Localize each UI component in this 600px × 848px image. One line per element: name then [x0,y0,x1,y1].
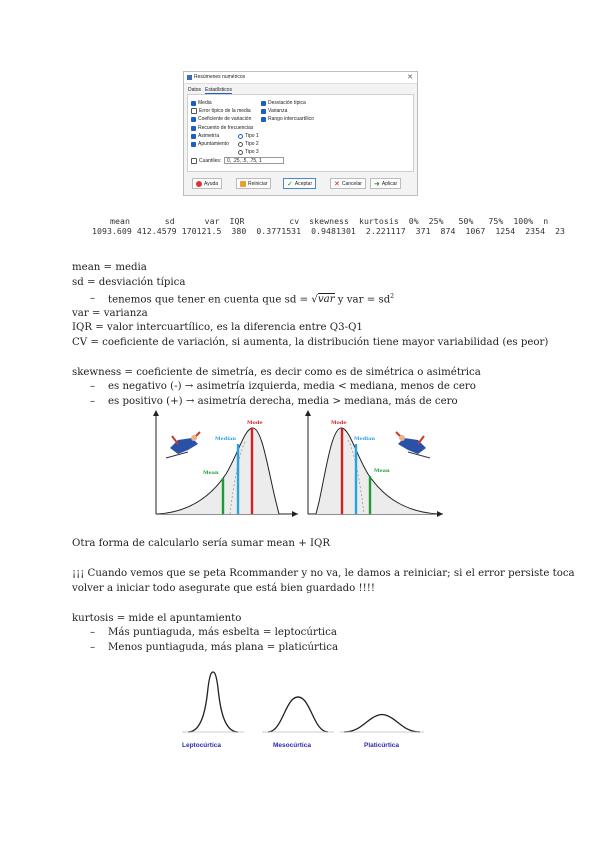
option-label: Tipo 2 [245,141,259,147]
cuantiles-input[interactable]: 0, .25, .5, .75, 1 [224,157,284,164]
skier-icon [396,432,430,458]
leptokurtic-curve [188,672,238,732]
note-warning-line2: volver a iniciar todo asegurate que está bien guardado !!!! [72,583,375,594]
note-sd-detail [108,293,394,305]
option-label: Recuento de frecuencias [198,125,254,131]
note-kurt-plati: Menos puntiaguda, más plana = platicúrtica [108,642,339,653]
kurtosis-figure [172,668,427,752]
note-var: var = varianza [72,308,148,319]
lepto-label: Leptocúrtica [182,742,222,749]
option-label: Asimetría [198,133,220,139]
bullet-dash: – [90,627,96,638]
note-skew-positive: es positivo (+) → asimetría derecha, media > mediana, más de cero [108,396,458,407]
button-label: Ayuda [204,180,219,187]
option-cuantiles[interactable] [191,158,221,164]
option-label: Error típico de la media [199,108,251,114]
skier-icon [166,432,200,458]
radio-tipo3[interactable] [238,149,259,155]
axis-arrow [153,410,159,416]
option-label: Tipo 1 [245,133,259,139]
radio-selected-icon [238,134,243,139]
median-label: Median [215,436,236,442]
mean-label: Mean [203,470,219,476]
option-label: Varianza [268,108,288,114]
meso-label: Mesocúrtica [273,742,311,749]
accept-button[interactable] [283,178,316,189]
axis-arrow [292,511,298,517]
option-error-tipico[interactable] [191,108,251,114]
option-label: Media [198,100,212,106]
sqrt-symbol: √ [311,294,318,306]
option-varianza[interactable] [261,108,287,114]
r-commander-dialog [183,71,418,196]
note-warning-line1: ¡¡¡ Cuando vemos que se peta Rcommander y no va, le damos a reiniciar; si el error persiste toca [72,568,575,579]
cancel-icon: ✕ [334,180,340,188]
negative-skew-panel [153,410,298,517]
checkbox-checked-icon [261,109,266,114]
note-kurtosis: kurtosis = mide el apuntamiento [72,613,242,624]
button-label: Aceptar [294,180,313,187]
option-label: Coeficiente de variación [198,116,252,122]
checkbox-checked-icon [261,101,266,106]
checkbox-checked-icon [191,101,196,106]
dialog-tabs [184,84,417,94]
platykurtic-curve [344,715,420,733]
option-media[interactable] [191,100,212,106]
mode-label: Mode [247,420,263,426]
dialog-titlebar [184,72,417,84]
mean-label: Mean [374,468,390,474]
option-rango-iq[interactable] [261,116,314,122]
r-output-header: mean sd var IQR cv skewness kurtosis 0% 25% 50% 75% 100% n [110,216,549,226]
checkbox-checked-icon [191,142,196,147]
note-skew-negative: es negativo (-) → asimetría izquierda, media < mediana, menos de cero [108,381,476,392]
bullet-dash: – [90,396,96,407]
tab-estadisticos[interactable]: Estadísticos [205,87,232,93]
mode-label: Mode [331,420,347,426]
help-icon [196,181,202,187]
note-otra-forma: Otra forma de calcularlo sería sumar mean + IQR [72,538,331,549]
bullet-dash: – [90,293,96,304]
note-iqr: IQR = valor intercuartílico, es la diferencia entre Q3-Q1 [72,322,363,333]
option-asimetria[interactable] [191,133,219,139]
checkbox-checked-icon [191,158,197,164]
plati-label: Platicúrtica [364,742,400,749]
close-icon[interactable]: ✕ [407,74,413,81]
option-label: Cuantiles: [199,158,222,164]
apply-icon: ➜ [374,180,380,188]
sqrt-argument: var [317,294,335,306]
button-label: Cancelar [341,180,362,187]
note-sd: sd = desviación típica [72,277,186,288]
superscript-2: 2 [390,293,395,300]
tab-datos[interactable]: Datos [188,87,202,93]
note-skewness: skewness = coeficiente de simetría, es decir como es de simétrica o asimétrica [72,367,481,378]
statistics-panel [187,94,414,172]
radio-tipo2[interactable] [238,141,259,147]
help-button[interactable] [192,178,222,189]
axis-arrow [305,410,311,416]
option-apuntamiento[interactable] [191,141,229,147]
r-output-values: 1093.609 412.4579 170121.5 380 0.3771531 0.9481301 2.221117 371 874 1067 1254 2354 23 [92,226,566,236]
option-desv-tipica[interactable] [261,100,306,106]
checkbox-checked-icon [191,134,196,139]
note-mean: mean = media [72,262,147,273]
sd-detail-b: y var = sd [334,294,391,306]
checkbox-checked-icon [191,126,196,131]
cancel-button[interactable] [330,178,366,189]
reset-button[interactable] [236,178,271,189]
option-label: Tipo 3 [245,149,259,155]
check-icon: ✓ [287,180,293,188]
button-label: Reiniciar [248,180,268,187]
sd-detail-a: tenemos que tener en cuenta que sd = [108,294,312,306]
radio-icon [238,150,243,155]
apply-button[interactable] [370,178,401,189]
option-label: Rango intercuartílico [268,116,314,122]
option-label: Desviación típica [268,100,306,106]
dialog-title: Resúmenes numéricos [194,74,246,80]
bullet-dash: – [90,381,96,392]
option-coef-variacion[interactable] [191,116,251,122]
note-cv: CV = coeficiente de variación, si aumenta, la distribución tiene mayor variabilidad (es peor) [72,337,549,348]
option-rec-frecuencias[interactable] [191,125,253,131]
note-kurt-lepto: Más puntiaguda, más esbelta = leptocúrtica [108,627,337,638]
checkbox-checked-icon [261,117,266,122]
bullet-dash: – [90,642,96,653]
median-label: Median [354,436,375,442]
mesokurtic-curve [268,697,328,732]
radio-icon [238,142,243,147]
radio-tipo1[interactable] [238,133,259,139]
checkbox-unchecked-icon [191,108,197,114]
reset-icon [240,181,246,187]
skewness-figure [148,410,448,522]
app-icon [187,75,192,80]
checkbox-checked-icon [191,117,196,122]
option-label: Apuntamiento [198,141,229,147]
positive-skew-panel [305,410,443,517]
button-label: Aplicar [381,180,398,187]
